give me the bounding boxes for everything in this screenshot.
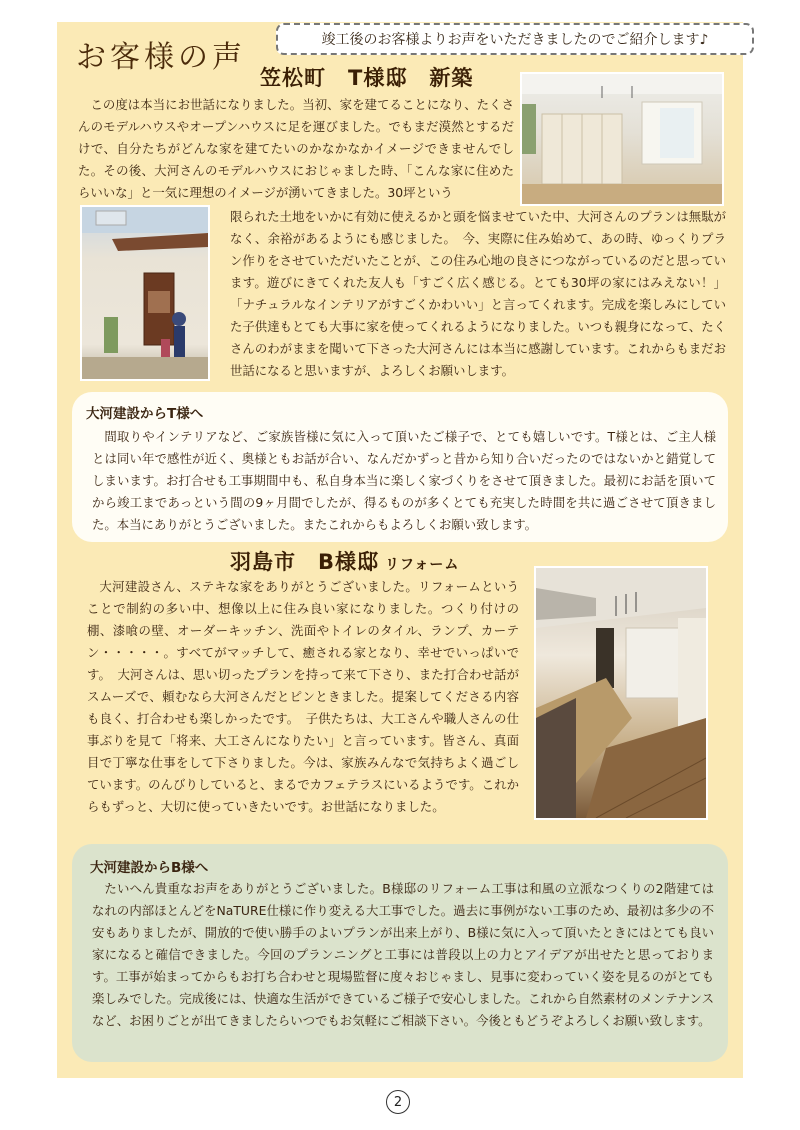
section1-paragraph-a: この度は本当にお世話になりました。当初、家を建てることになり、たくさんのモデルハウスやオープンハウスに足を運びました。でもまだ漠然とするだけで、自分たちがどんな家を建てたいのかなかなかイメージできませんでした。その後、大河さんのモデルハウスにおじゃました時、「こんな家に住めたらいいな」と一気に理想のイメージが湧いてきました。30坪という bbox=[78, 97, 514, 200]
reply2-body: たいへん貴重なお声をありがとうございました。B様邸のリフォーム工事は和風の立派なつくりの2階建てはなれの内部ほとんどをNaTURE仕様に作り変える大工事でした。過去に事例がない工事のため、最初は多少の不安もありましたが、開放的で使い勝手のよいプランが出来上がり、B様に気に入って頂いたときにはとても良い家になると確信できました。今回のプランニングと工事には普段以上の力とアイデアが出せたと思っております。工事が始まってからもお打ち合わせと現場監督に度々おじゃまし、見事に変わっていく姿を見るのがとても楽しみでした。完成後には、快適な生活ができているご様子で安心しました。これから自然素材のメンテナンスなど、お困りごとが出てきましたらいつでもお気軽にご相談下さい。今後ともどうぞよろしくお願い致します。 bbox=[92, 881, 714, 1028]
intro-banner: 竣工後のお客様よりお声をいただきましたのでご紹介します♪ bbox=[276, 23, 754, 55]
reply2-title: 大河建設からB様へ bbox=[90, 860, 209, 876]
section2-heading-sub: リフォーム bbox=[385, 557, 460, 573]
reply1-title: 大河建設からT様へ bbox=[86, 406, 204, 422]
section2-paragraph: 大河建設さん、ステキな家をありがとうございました。リフォームということで制約の多い中、想像以上に住み良い家になりました。つくり付けの棚、漆喰の壁、オーダーキッチン、洗面やトイレのタイル、ランプ、カーテン・・・・・。すべてがマッチして、癒される家となり、幸せでいっぱいです。 大河さんは、思い切ったプランを持って来て下さり、また打合わせ話がスムーズで、頼むなら大河さんだとピンときました。提案してくださる内容も良く、打合わせも楽しかったです。 子供たちは、大工さんや職人さんの仕事ぶりを見て「将来、大工さんになりたい」と言っています。皆さん、真面目で丁寧な仕事をして下さりました。今は、家族みんなで気持ちよく過ごしています。のんびりしていると、まるでカフェテラスにいるようです。これからもずっと、大切に使っていきたいです。お世話になりました。 bbox=[87, 579, 519, 814]
page-number: 2 bbox=[386, 1090, 410, 1114]
kitchen-photo bbox=[534, 566, 708, 820]
section2-heading bbox=[230, 546, 459, 576]
section1-paragraph-b: 限られた土地をいかに有効に使えるかと頭を悩ませていた中、大河さんのプランは無駄がなく、余裕があるようにも感じました。 今、実際に住み始めて、あの時、ゆっくりプラン作りをさせていただいたことが、この住み心地の良さにつながっているのだと思っています。遊びにきてくれた友人も「すごく広く感じる。とても30坪の家にはみえない！」「ナチュラルなインテリアがすごくかわいい」と言ってくれます。完成を楽しみにしていた子供達もとても大事に家を使ってくれるようになりました。いつも親身になって、たくさんのわがままを聞いて下さった大河さんには本当に感謝しています。これからもまだお世話になると思いますが、よろしくお願いします。 bbox=[230, 209, 726, 378]
interior-photo bbox=[520, 72, 724, 206]
section1-heading: 笠松町 T様邸 新築 bbox=[260, 66, 474, 90]
page-title: お客様の声 bbox=[76, 40, 246, 75]
reply1-body: 間取りやインテリアなど、ご家族皆様に気に入って頂いたご様子で、とても嬉しいです。T様とは、ご主人様とは同い年で感性が近く、奥様ともお話が合い、なんだかずっと昔から知り合いだったのではないかと錯覚してしまいます。お打合せも工事期間中も、私自身本当に楽しく家づくりをさせて頂きました。最初にお話を頂いてから竣工まであっという間の9ヶ月間でしたが、得るものが多くとても充実した時間を共に過ごさせて頂きました。本当にありがとうございました。またこれからもよろしくお願い致します。 bbox=[92, 429, 716, 532]
house-entrance-photo bbox=[80, 205, 210, 381]
section2-heading-main: 羽島市 B様邸 bbox=[230, 550, 380, 574]
